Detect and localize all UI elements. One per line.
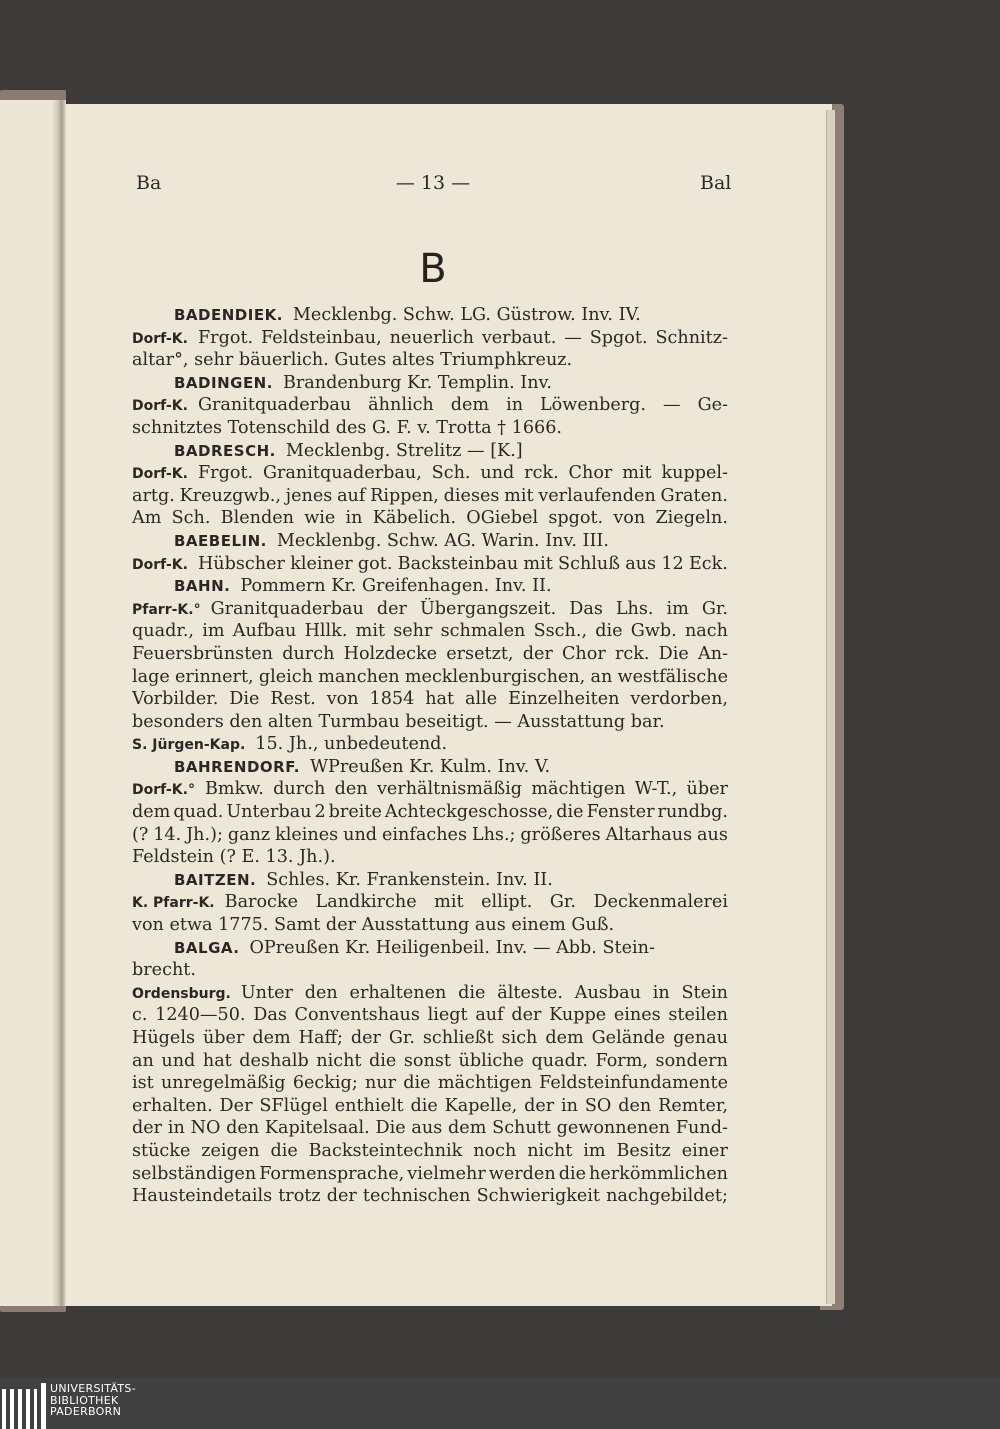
entry-heading-line xyxy=(132,869,728,892)
building-label: Dorf-K. xyxy=(132,330,188,347)
entry-heading-line xyxy=(132,756,728,779)
entry-text: Hügels über dem Haff; der Gr. schließt sich dem Gelände genau xyxy=(132,1028,728,1048)
building-label: S. Jürgen-Kap. xyxy=(132,737,246,754)
entry-text: Brandenburg Kr. Templin. Inv. xyxy=(282,372,553,393)
entry-text-line xyxy=(132,1072,728,1095)
entry-text: artg. Kreuzgwb., jenes auf Rippen, dieses mit verlaufenden Graten. xyxy=(132,485,728,506)
library-logo-icon xyxy=(2,1383,46,1429)
entry-text: quadr., im Aufbau Hllk. mit sehr schmalen Ssch., die Gwb. nach xyxy=(132,621,728,642)
entry-text-line xyxy=(132,1095,728,1118)
entry-label-line xyxy=(132,778,728,801)
entry-text: WPreußen Kr. Kulm. Inv. V. xyxy=(309,756,551,777)
entry-text: besonders den alten Turmbau beseitigt. — Ausstattung bar. xyxy=(132,711,665,732)
entry-text: dem quad. Unterbau 2 breite Achteckgeschosse, die Fenster rundbg. xyxy=(132,802,728,823)
entry-text-line xyxy=(132,801,728,824)
entry-text: Mecklenbg. Schw. LG. Güstrow. Inv. IV. xyxy=(292,305,641,325)
entry-text-line xyxy=(132,914,728,937)
place-name: BAEBELIN. xyxy=(174,531,267,550)
entry-text-line xyxy=(132,643,728,666)
library-name-line: UNIVERSITÄTS- xyxy=(50,1382,136,1395)
entry-text-line xyxy=(132,711,728,734)
place-name: BAHN. xyxy=(174,577,231,596)
entry-text: Pommern Kr. Greifenhagen. Inv. II. xyxy=(240,576,552,597)
building-label: Dorf-K.° xyxy=(132,782,195,799)
entry-text: von etwa 1775. Samt der Ausstattung aus einem Guß. xyxy=(132,915,615,936)
entry-text: Hübscher kleiner got. Backsteinbau mit Schluß aus 12 Eck. xyxy=(197,553,728,574)
entry-text: an und hat deshalb nicht die sonst übliche quadr. Form, sondern xyxy=(132,1050,728,1071)
entry-heading-line xyxy=(132,575,728,598)
building-label: Dorf-K. xyxy=(132,398,188,415)
entry-text-line xyxy=(132,824,728,847)
entry-text: Feldstein (? E. 13. Jh.). xyxy=(132,847,336,868)
entry-text-line xyxy=(132,1140,728,1163)
entry-heading-line xyxy=(132,530,728,553)
entry-text-line xyxy=(132,1163,728,1186)
entry-heading-line xyxy=(132,372,728,395)
entry-text: OPreußen Kr. Heiligenbeil. Inv. — Abb. Stein- xyxy=(249,937,655,958)
entry-label-line xyxy=(132,327,728,350)
entry-heading-line xyxy=(132,937,728,960)
entry-label-line xyxy=(132,553,728,576)
place-name: BADENDIEK. xyxy=(174,306,283,324)
entry-text-line xyxy=(132,485,728,508)
entry-label-line xyxy=(132,733,728,756)
entry-text: selbständigen Formensprache, vielmehr werden die herkömmlichen xyxy=(132,1163,728,1184)
entry-text: brecht. xyxy=(132,960,196,981)
footer-bar xyxy=(0,1378,1000,1429)
entry-label-line xyxy=(132,394,728,417)
entry-text: Mecklenbg. Strelitz — [K.] xyxy=(285,440,523,461)
entry-text-line xyxy=(132,1050,728,1073)
entry-text: schnitztes Totenschild des G. F. v. Trotta † 1666. xyxy=(132,417,563,438)
entry-label-line xyxy=(132,462,728,485)
entry-text: Frgot. Feldsteinbau, neuerlich verbaut. — Spgot. Schnitz- xyxy=(197,327,728,348)
entry-heading-line xyxy=(132,440,728,463)
running-head-left: Ba xyxy=(136,172,162,194)
entry-text: (? 14. Jh.); ganz kleines und einfaches Lhs.; größeres Altarhaus aus xyxy=(132,824,728,845)
entry-text: Vorbilder. Die Rest. von 1854 hat alle Einzelheiten verdorben, xyxy=(132,689,728,710)
building-label: Ordensburg. xyxy=(132,985,231,1002)
place-name: BAITZEN. xyxy=(174,870,257,889)
building-label: Dorf-K. xyxy=(132,556,188,573)
building-label: K. Pfarr-K. xyxy=(132,895,215,912)
entry-text: Bmkw. durch den verhältnismäßig mächtigen W-T., über xyxy=(204,779,728,800)
entry-text-line xyxy=(132,666,728,689)
entry-text: Barocke Landkirche mit ellipt. Gr. Deckenmalerei xyxy=(224,892,728,913)
entry-text: erhalten. Der SFlügel enthielt die Kapelle, der in SO den Remter, xyxy=(132,1095,728,1116)
entry-text-line xyxy=(132,688,728,711)
entry-text-block xyxy=(132,304,728,1208)
entry-text: lage erinnert, gleich manchen mecklenburgischen, an westfälische xyxy=(132,666,728,687)
place-name: BALGA. xyxy=(174,938,240,957)
entry-text: Am Sch. Blenden wie in Käbelich. OGiebel spgot. von Ziegeln. xyxy=(132,508,728,529)
place-name: BADRESCH. xyxy=(174,441,276,460)
entry-text: der in NO den Kapitelsaal. Die aus dem Schutt gewonnenen Fund- xyxy=(132,1118,728,1139)
entry-label-line xyxy=(132,598,728,621)
place-name: BADINGEN. xyxy=(174,373,273,392)
library-name-line: BIBLIOTHEK xyxy=(50,1393,119,1407)
entry-label-line xyxy=(132,982,728,1005)
entry-text: Feuersbrünsten durch Holzdecke ersetzt, der Chor rck. Die An- xyxy=(132,643,728,664)
library-name xyxy=(50,1383,136,1418)
page-number: — 13 — xyxy=(395,172,471,194)
building-label: Dorf-K. xyxy=(132,466,188,483)
entry-text: Granitquaderbau ähnlich dem in Löwenberg. — Ge- xyxy=(197,395,728,416)
section-letter: B xyxy=(419,246,447,292)
entry-text: Schles. Kr. Frankenstein. Inv. II. xyxy=(266,869,553,890)
entry-text: c. 1240—50. Das Conventshaus liegt auf der Kuppe eines steilen xyxy=(132,1005,728,1026)
entry-text: ist unregelmäßig 6eckig; nur die mächtigen Feldsteinfundamente xyxy=(132,1073,728,1094)
entry-text-line xyxy=(132,417,728,440)
entry-text-line xyxy=(132,507,728,530)
entry-text: Mecklenbg. Schw. AG. Warin. Inv. III. xyxy=(276,530,609,551)
entry-text: Hausteindetails trotz der technischen Schwierigkeit nachgebildet; xyxy=(132,1186,728,1207)
entry-text-line xyxy=(132,1185,728,1208)
entry-text: Frgot. Granitquaderbau, Sch. und rck. Chor mit kuppel- xyxy=(197,463,728,484)
entry-text: altar°, sehr bäuerlich. Gutes altes Triumphkreuz. xyxy=(132,350,573,371)
building-label: Pfarr-K.° xyxy=(132,601,201,618)
library-name-line: PADERBORN xyxy=(50,1405,122,1418)
entry-heading-line xyxy=(132,304,728,327)
entry-text: Granitquaderbau der Übergangszeit. Das Lhs. im Gr. xyxy=(210,598,728,619)
entry-text-line xyxy=(132,846,728,869)
entry-text-line xyxy=(132,1004,728,1027)
entry-text: stücke zeigen die Backsteintechnik noch nicht im Besitz einer xyxy=(132,1140,728,1161)
entry-text: 15. Jh., unbedeutend. xyxy=(255,734,448,755)
place-name: BAHRENDORF. xyxy=(174,757,300,776)
entry-text-line xyxy=(132,349,728,372)
entry-text-line xyxy=(132,620,728,643)
running-head-right: Bal xyxy=(700,172,732,194)
entry-label-line xyxy=(132,891,728,914)
entry-text-line xyxy=(132,959,728,982)
entry-text-line xyxy=(132,1117,728,1140)
entry-text-line xyxy=(132,1027,728,1050)
entry-text: Unter den erhaltenen die älteste. Ausbau in Stein xyxy=(240,982,728,1003)
